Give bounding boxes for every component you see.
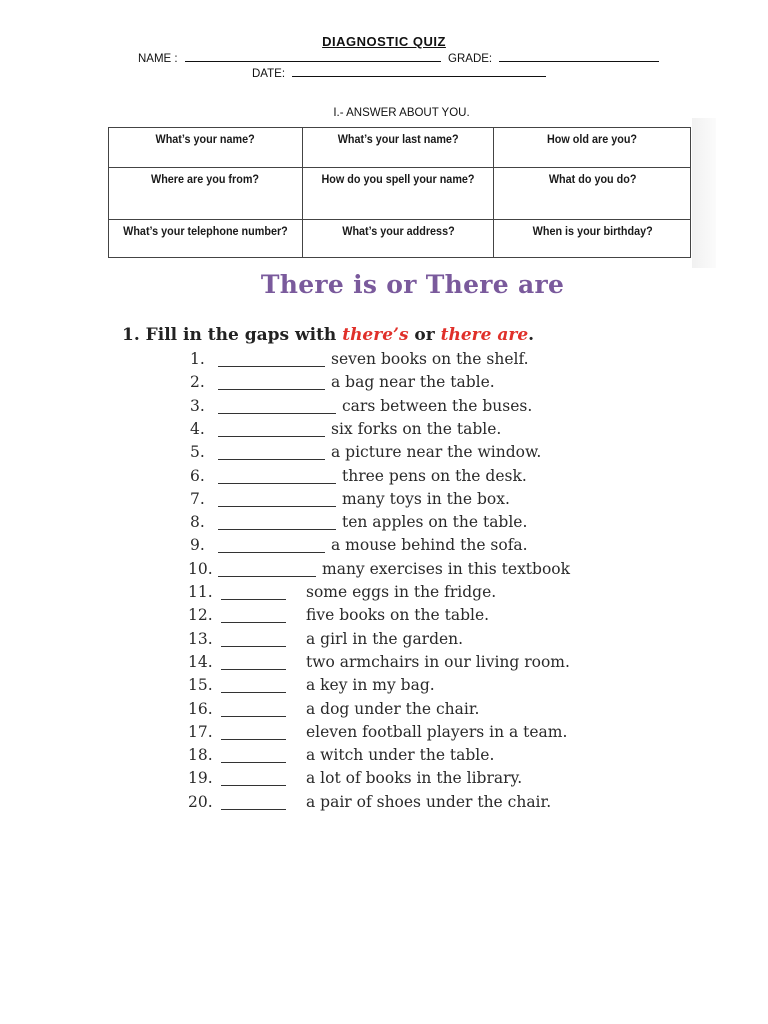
answer-blank[interactable]	[221, 739, 286, 740]
answer-blank[interactable]	[221, 809, 286, 810]
item-number: 18.	[188, 746, 213, 765]
instruction-or: or	[408, 325, 441, 345]
item-number: 4.	[190, 419, 205, 438]
answer-blank[interactable]	[221, 669, 286, 670]
answer-blank[interactable]	[218, 459, 325, 460]
question-cell[interactable]: Where are you from?	[109, 168, 303, 220]
question-cell[interactable]: How do you spell your name?	[302, 168, 494, 220]
grade-label: GRADE:	[448, 53, 493, 65]
answer-blank[interactable]	[221, 762, 286, 763]
date-field[interactable]	[292, 65, 546, 77]
item-text: two armchairs in our living room.	[306, 652, 570, 671]
item-number: 1.	[190, 350, 205, 368]
instruction-text: 1. Fill in the gaps with	[122, 325, 343, 345]
answer-blank[interactable]	[218, 506, 336, 507]
section-heading: I.- ANSWER ABOUT YOU.	[333, 107, 470, 119]
option-theres: there’s	[342, 325, 409, 345]
item-number: 6.	[190, 466, 205, 485]
item-text: a pair of shoes under the chair.	[306, 792, 552, 811]
grade-field[interactable]	[499, 50, 659, 62]
quiz-title: DIAGNOSTIC QUIZ	[322, 34, 446, 49]
item-number: 20.	[188, 792, 213, 811]
item-text: seven books on the shelf.	[331, 350, 529, 368]
item-text: ten apples on the table.	[342, 513, 528, 532]
item-text: eleven football players in a team.	[306, 722, 568, 741]
item-number: 13.	[188, 629, 213, 648]
item-number: 19.	[188, 769, 213, 788]
item-text: a dog under the chair.	[306, 699, 480, 718]
answer-blank[interactable]	[221, 716, 286, 717]
question-cell[interactable]: What’s your address?	[302, 220, 494, 258]
item-number: 11.	[188, 583, 213, 601]
item-text: five books on the table.	[306, 606, 490, 625]
question-cell[interactable]: What’s your name?	[109, 128, 303, 168]
question-cell[interactable]: What’s your telephone number?	[109, 220, 303, 258]
answer-blank[interactable]	[218, 389, 325, 390]
answer-blank[interactable]	[221, 785, 286, 786]
item-text: many toys in the box.	[342, 489, 510, 508]
item-number: 2.	[190, 373, 205, 392]
answer-blank[interactable]	[221, 692, 286, 693]
question-cell[interactable]: How old are you?	[494, 128, 691, 168]
item-text: some eggs in the fridge.	[306, 583, 497, 601]
item-number: 7.	[190, 489, 205, 508]
name-grade-row	[138, 50, 659, 65]
item-text: six forks on the table.	[331, 419, 502, 438]
item-number: 17.	[188, 722, 213, 741]
answer-blank[interactable]	[218, 576, 316, 577]
item-number: 10.	[188, 559, 213, 578]
item-text: a mouse behind the sofa.	[331, 536, 528, 555]
answer-blank[interactable]	[218, 552, 325, 553]
item-number: 14.	[188, 652, 213, 671]
item-text: a lot of books in the library.	[306, 769, 523, 788]
item-text: cars between the buses.	[342, 396, 533, 415]
question-cell[interactable]: When is your birthday?	[494, 220, 691, 258]
answer-blank[interactable]	[218, 483, 336, 484]
name-field[interactable]	[185, 50, 441, 62]
worksheet-title: There is or There are	[260, 270, 565, 299]
instruction-period: .	[528, 325, 535, 345]
answer-blank[interactable]	[218, 366, 325, 367]
item-text: a key in my bag.	[306, 676, 435, 695]
date-label: DATE:	[252, 68, 286, 80]
instruction	[122, 325, 534, 345]
item-number: 8.	[190, 513, 205, 532]
date-row	[252, 65, 546, 80]
item-number: 16.	[188, 699, 213, 718]
name-label: NAME :	[138, 53, 178, 65]
item-number: 12.	[188, 606, 213, 625]
answer-blank[interactable]	[221, 646, 286, 647]
option-there-are: there are	[440, 325, 529, 345]
item-text: three pens on the desk.	[342, 466, 527, 485]
item-number: 3.	[190, 396, 205, 415]
answer-blank[interactable]	[218, 413, 336, 414]
question-cell[interactable]: What’s your last name?	[302, 128, 494, 168]
answer-blank[interactable]	[218, 436, 325, 437]
item-text: many exercises in this textbook	[322, 559, 571, 578]
item-text: a girl in the garden.	[306, 629, 464, 648]
item-text: a witch under the table.	[306, 746, 495, 765]
item-text: a bag near the table.	[331, 373, 495, 392]
item-text: a picture near the window.	[331, 443, 542, 462]
item-number: 15.	[188, 676, 213, 695]
answer-blank[interactable]	[221, 622, 286, 623]
answer-blank[interactable]	[221, 599, 286, 600]
item-number: 9.	[190, 536, 205, 555]
questions-table	[108, 127, 691, 258]
item-number: 5.	[190, 443, 205, 462]
scan-edge	[692, 118, 716, 268]
question-cell[interactable]: What do you do?	[494, 168, 691, 220]
answer-blank[interactable]	[218, 529, 336, 530]
